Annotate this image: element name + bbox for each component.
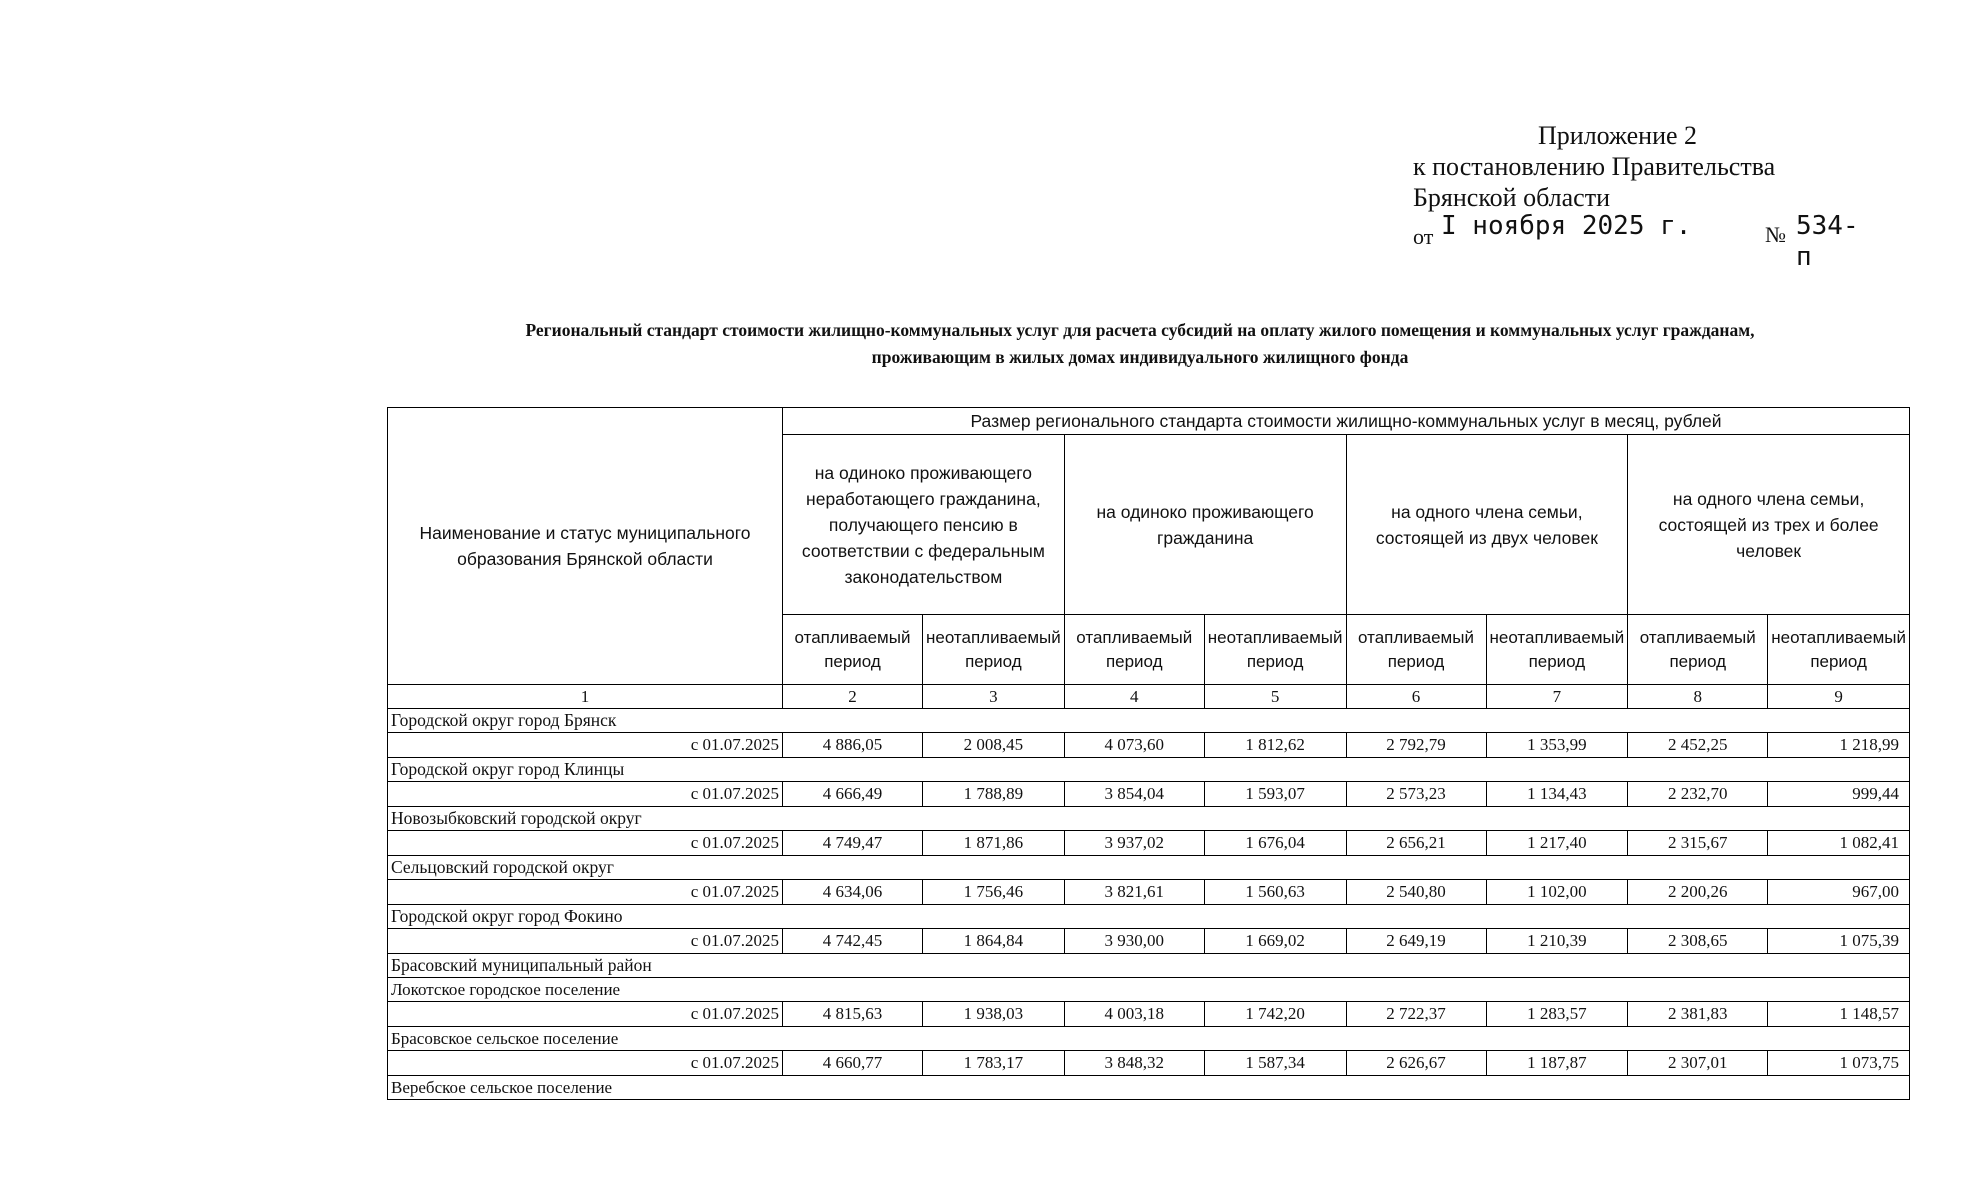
column-number: 5 (1204, 685, 1346, 709)
value-cell: 4 660,77 (783, 1051, 923, 1076)
group-header-single: на одиноко проживающего гражданина (1064, 435, 1346, 615)
group-header-pensioner: на одиноко проживающего неработающего гражданина, получающего пенсию в соответствии с федеральным законодательством (783, 435, 1065, 615)
unheated-period-header: неотапливаемый период (1486, 615, 1628, 685)
settlement-name: Локотское городское поселение (388, 978, 1910, 1002)
value-cell: 2 452,25 (1628, 733, 1768, 758)
appendix-title: Приложение 2 (1538, 121, 1698, 150)
value-cell: 3 937,02 (1064, 831, 1204, 856)
column-number: 9 (1768, 685, 1910, 709)
municipality-name: Городской округ город Фокино (388, 905, 1910, 929)
value-cell: 2 307,01 (1628, 1051, 1768, 1076)
value-cell: 4 666,49 (783, 782, 923, 807)
date-label: с 01.07.2025 (388, 831, 783, 856)
value-cell: 1 075,39 (1768, 929, 1910, 954)
group-header-family-two: на одного члена семьи, состоящей из двух человек (1346, 435, 1628, 615)
value-row (388, 782, 1910, 807)
municipality-row (388, 758, 1910, 782)
group-header-family-three: на одного члена семьи, состоящей из трех и более человек (1628, 435, 1910, 615)
settlement-row (388, 1027, 1910, 1051)
value-cell: 4 749,47 (783, 831, 923, 856)
value-cell: 1 742,20 (1204, 1002, 1346, 1027)
value-cell: 2 232,70 (1628, 782, 1768, 807)
document-title-line1: Региональный стандарт стоимости жилищно-коммунальных услуг для расчета субсидий на оплату жилого помещения и коммунальных услуг гражданам, (525, 320, 1755, 340)
value-cell: 1 218,99 (1768, 733, 1910, 758)
municipality-name: Брасовский муниципальный район (388, 954, 1910, 978)
heated-period-header: отапливаемый период (1628, 615, 1768, 685)
value-cell: 1 938,03 (923, 1002, 1065, 1027)
appendix-ot-label: от (1413, 224, 1434, 249)
value-cell: 999,44 (1768, 782, 1910, 807)
value-cell: 1 593,07 (1204, 782, 1346, 807)
value-cell: 3 821,61 (1064, 880, 1204, 905)
value-cell: 1 871,86 (923, 831, 1065, 856)
value-row (388, 733, 1910, 758)
value-cell: 2 792,79 (1346, 733, 1486, 758)
unheated-period-header: неотапливаемый период (1768, 615, 1910, 685)
settlement-row (388, 978, 1910, 1002)
value-cell: 4 886,05 (783, 733, 923, 758)
value-cell: 1 560,63 (1204, 880, 1346, 905)
municipality-row (388, 905, 1910, 929)
value-cell: 967,00 (1768, 880, 1910, 905)
date-label: с 01.07.2025 (388, 1051, 783, 1076)
municipality-name: Новозыбковский городской округ (388, 807, 1910, 831)
value-cell: 1 676,04 (1204, 831, 1346, 856)
value-cell: 2 649,19 (1346, 929, 1486, 954)
column-number: 1 (388, 685, 783, 709)
appendix-number-sign: № (1765, 222, 1786, 247)
value-cell: 4 073,60 (1064, 733, 1204, 758)
value-cell: 2 381,83 (1628, 1002, 1768, 1027)
value-cell: 4 003,18 (1064, 1002, 1204, 1027)
column-number: 8 (1628, 685, 1768, 709)
heated-period-header: отапливаемый период (783, 615, 923, 685)
value-cell: 1 217,40 (1486, 831, 1628, 856)
appendix-date: I ноября 2025 г. (1441, 211, 1692, 241)
value-cell: 1 148,57 (1768, 1002, 1910, 1027)
value-cell: 1 864,84 (923, 929, 1065, 954)
municipality-name: Городской округ город Клинцы (388, 758, 1910, 782)
municipality-row (388, 954, 1910, 978)
value-cell: 3 930,00 (1064, 929, 1204, 954)
document-title-line2: проживающим в жилых домах индивидуального жилищного фонда (871, 347, 1409, 367)
column-number: 6 (1346, 685, 1486, 709)
value-cell: 1 669,02 (1204, 929, 1346, 954)
value-cell: 2 626,67 (1346, 1051, 1486, 1076)
appendix-date-line (1413, 211, 1859, 272)
value-cell: 1 283,57 (1486, 1002, 1628, 1027)
settlement-name: Брасовское сельское поселение (388, 1027, 1910, 1051)
value-cell: 3 848,32 (1064, 1051, 1204, 1076)
value-cell: 1 102,00 (1486, 880, 1628, 905)
date-label: с 01.07.2025 (388, 929, 783, 954)
value-cell: 1 812,62 (1204, 733, 1346, 758)
municipality-row (388, 709, 1910, 733)
value-cell: 4 742,45 (783, 929, 923, 954)
document-title (400, 317, 1880, 371)
table-header (388, 408, 1910, 709)
value-cell: 1 788,89 (923, 782, 1065, 807)
value-cell: 2 540,80 (1346, 880, 1486, 905)
date-label: с 01.07.2025 (388, 1002, 783, 1027)
value-cell: 1 587,34 (1204, 1051, 1346, 1076)
municipality-column-header: Наименование и статус муниципального образования Брянской области (388, 408, 783, 685)
settlement-row (388, 1076, 1910, 1100)
value-cell: 1 134,43 (1486, 782, 1628, 807)
value-cell: 1 783,17 (923, 1051, 1065, 1076)
municipality-name: Сельцовский городской округ (388, 856, 1910, 880)
value-cell: 2 573,23 (1346, 782, 1486, 807)
table-body (388, 709, 1910, 1100)
value-cell: 4 815,63 (783, 1002, 923, 1027)
municipality-name: Городской округ город Брянск (388, 709, 1910, 733)
appendix-block (1413, 120, 1859, 272)
value-cell: 2 315,67 (1628, 831, 1768, 856)
value-row (388, 831, 1910, 856)
municipality-row (388, 856, 1910, 880)
column-number: 7 (1486, 685, 1628, 709)
date-label: с 01.07.2025 (388, 782, 783, 807)
value-cell: 3 854,04 (1064, 782, 1204, 807)
value-cell: 1 082,41 (1768, 831, 1910, 856)
appendix-line-resolution: к постановлению Правительства (1413, 152, 1776, 181)
appendix-number: 534-п (1796, 211, 1859, 272)
column-number: 3 (923, 685, 1065, 709)
value-cell: 1 353,99 (1486, 733, 1628, 758)
heated-period-header: отапливаемый период (1346, 615, 1486, 685)
size-header: Размер регионального стандарта стоимости жилищно-коммунальных услуг в месяц, рублей (783, 408, 1910, 435)
column-number: 2 (783, 685, 923, 709)
value-row (388, 1051, 1910, 1076)
value-row (388, 1002, 1910, 1027)
value-cell: 2 722,37 (1346, 1002, 1486, 1027)
value-cell: 1 073,75 (1768, 1051, 1910, 1076)
column-number: 4 (1064, 685, 1204, 709)
value-cell: 2 200,26 (1628, 880, 1768, 905)
heated-period-header: отапливаемый период (1064, 615, 1204, 685)
municipality-row (388, 807, 1910, 831)
value-cell: 2 308,65 (1628, 929, 1768, 954)
value-cell: 1 187,87 (1486, 1051, 1628, 1076)
value-cell: 2 656,21 (1346, 831, 1486, 856)
date-label: с 01.07.2025 (388, 733, 783, 758)
settlement-name: Веребское сельское поселение (388, 1076, 1910, 1100)
standard-cost-table (387, 407, 1910, 1100)
value-cell: 2 008,45 (923, 733, 1065, 758)
value-cell: 1 210,39 (1486, 929, 1628, 954)
value-cell: 1 756,46 (923, 880, 1065, 905)
value-row (388, 929, 1910, 954)
value-cell: 4 634,06 (783, 880, 923, 905)
unheated-period-header: неотапливаемый период (1204, 615, 1346, 685)
value-row (388, 880, 1910, 905)
unheated-period-header: неотапливаемый период (923, 615, 1065, 685)
date-label: с 01.07.2025 (388, 880, 783, 905)
appendix-line-region: Брянской области (1413, 183, 1610, 212)
